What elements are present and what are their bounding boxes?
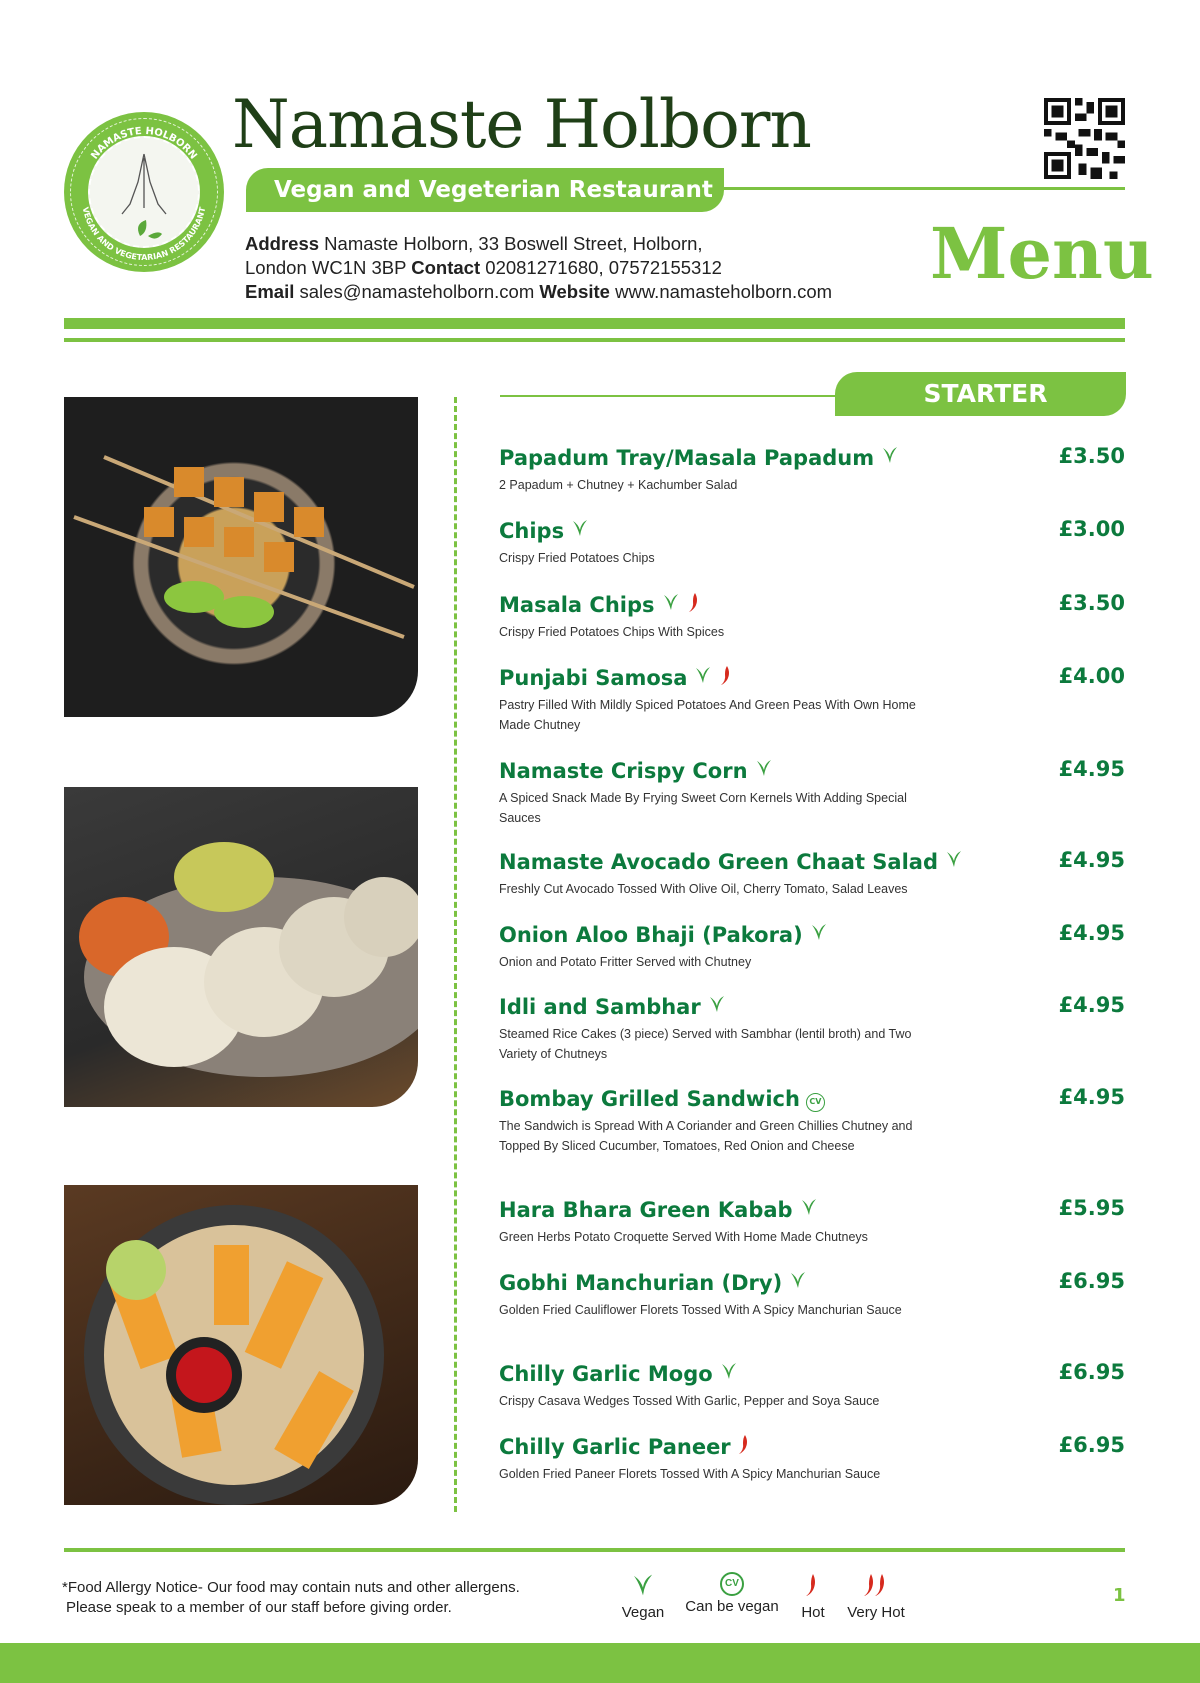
menu-item-price: £4.95 [1058, 1085, 1125, 1109]
divider [64, 1548, 1125, 1552]
email-link[interactable]: sales@namasteholborn.com [299, 281, 535, 302]
menu-item-price: £6.95 [1058, 1360, 1125, 1384]
legend-vegan: Vegan [620, 1572, 666, 1621]
contact-label: Contact [411, 257, 481, 278]
menu-item-name-row [499, 1360, 739, 1387]
logo-text-top: NAMASTE HOLBORN [89, 125, 199, 162]
menu-item-name: Gobhi Manchurian (Dry) [499, 1270, 783, 1295]
menu-item-price: £6.95 [1058, 1269, 1125, 1293]
menu-item [499, 1433, 1125, 1485]
menu-item-name-row [499, 1433, 751, 1460]
menu-item-description: Crispy Casava Wedges Tossed With Garlic, Pepper and Soya Sauce [499, 1394, 880, 1408]
menu-item-name: Onion Aloo Bhaji (Pakora) [499, 922, 803, 947]
email-label: Email [245, 281, 295, 302]
address-label: Address [245, 233, 320, 254]
vegan-leaf-icon [570, 517, 590, 544]
menu-item-name-row [499, 757, 774, 784]
menu-item-price: £4.95 [1058, 921, 1125, 945]
menu-item-name-row [499, 848, 964, 875]
chilli-icon [737, 1433, 751, 1460]
menu-item-name-row [499, 517, 590, 544]
restaurant-name: Namaste Holborn [232, 86, 811, 163]
divider [64, 318, 1125, 329]
chilli-icon [803, 1585, 823, 1602]
paneer-tikka-photo [64, 397, 418, 717]
website-label: Website [539, 281, 610, 302]
vegan-leaf-icon [944, 848, 964, 875]
vegan-leaf-icon [754, 757, 774, 784]
page-number: 1 [1113, 1585, 1126, 1606]
menu-item [499, 921, 1125, 973]
legend-can-be-vegan: CV Can be vegan [682, 1572, 782, 1615]
menu-item-description: The Sandwich is Spread With A Coriander and Green Chillies Chutney and Topped By Sliced Cucumber, Tomatoes, Red Onion and Cheese [499, 1119, 913, 1153]
menu-item [499, 757, 1125, 828]
menu-item-name: Hara Bhara Green Kabab [499, 1197, 793, 1222]
menu-item-description: Freshly Cut Avocado Tossed With Olive Oil, Cherry Tomato, Salad Leaves [499, 882, 908, 896]
vegan-leaf-icon [799, 1196, 819, 1223]
menu-item [499, 444, 1125, 496]
chilly-mogo-photo [64, 1185, 418, 1505]
divider [720, 187, 1125, 190]
divider [64, 338, 1125, 342]
logo-text-bottom: VEGAN AND VEGETARIAN RESTAURANT [80, 206, 208, 263]
vegan-leaf-icon [661, 591, 681, 618]
menu-item-price: £3.50 [1058, 591, 1125, 615]
contact-value[interactable]: 02081271680, 07572155312 [485, 257, 722, 278]
menu-item-name: Chilly Garlic Mogo [499, 1361, 713, 1386]
menu-item-description: Golden Fried Paneer Florets Tossed With A Spicy Manchurian Sauce [499, 1467, 881, 1481]
allergy-notice [62, 1578, 520, 1618]
menu-item [499, 1269, 1125, 1321]
vegan-leaf-icon [707, 993, 727, 1020]
legend-hot: Hot [795, 1572, 831, 1621]
vegan-leaf-icon [788, 1269, 808, 1296]
tagline-banner: Vegan and Vegeterian Restaurant [246, 168, 724, 212]
section-heading-starter: STARTER [835, 372, 1126, 416]
menu-item-name-row [499, 1269, 808, 1296]
menu-item-name: Namaste Crispy Corn [499, 758, 748, 783]
menu-item-description: Green Herbs Potato Croquette Served With Home Made Chutneys [499, 1230, 868, 1244]
allergy-line-1: *Food Allergy Notice- Our food may contain nuts and other allergens. [62, 1579, 520, 1596]
menu-item [499, 848, 1125, 900]
menu-heading: Menu [930, 212, 1154, 295]
menu-item [499, 1360, 1125, 1412]
idli-sambhar-photo [64, 787, 418, 1107]
menu-item [499, 1196, 1125, 1248]
menu-item-price: £5.95 [1058, 1196, 1125, 1220]
menu-item-name: Chips [499, 518, 565, 543]
menu-item-description: Golden Fried Cauliflower Florets Tossed With A Spicy Manchurian Sauce [499, 1303, 902, 1317]
menu-item [499, 664, 1125, 735]
menu-item-description: Crispy Fried Potatoes Chips With Spices [499, 625, 725, 639]
menu-item-description: Pastry Filled With Mildly Spiced Potatoes And Green Peas With Own Home Made Chutney [499, 698, 916, 732]
chilli-icon [687, 591, 701, 618]
can-be-vegan-icon: CV [720, 1572, 744, 1596]
menu-item-price: £4.95 [1058, 757, 1125, 781]
restaurant-logo [64, 112, 224, 272]
menu-item-name: Punjabi Samosa [499, 665, 688, 690]
menu-item-name: Idli and Sambhar [499, 994, 701, 1019]
vegan-leaf-icon [630, 1585, 656, 1602]
address-value: Namaste Holborn, 33 Boswell Street, Holborn, [324, 233, 703, 254]
vegan-leaf-icon [809, 921, 829, 948]
menu-item-name-row [499, 1085, 825, 1112]
footer-band [0, 1643, 1200, 1683]
divider [500, 395, 840, 397]
menu-item-name: Papadum Tray/Masala Papadum [499, 445, 875, 470]
menu-item-description: Crispy Fried Potatoes Chips [499, 551, 655, 565]
menu-item-description: A Spiced Snack Made By Frying Sweet Corn Kernels With Adding Special Sauces [499, 791, 907, 825]
chilli-icon [719, 664, 733, 691]
menu-item-price: £6.95 [1058, 1433, 1125, 1457]
menu-item-name: Namaste Avocado Green Chaat Salad [499, 849, 938, 874]
menu-item-price: £4.95 [1058, 993, 1125, 1017]
contact-info [245, 232, 832, 304]
website-link[interactable]: www.namasteholborn.com [615, 281, 833, 302]
menu-item [499, 1085, 1125, 1156]
menu-item [499, 993, 1125, 1064]
vegan-leaf-icon [719, 1360, 739, 1387]
can-be-vegan-icon: CV [806, 1085, 825, 1112]
menu-item-price: £3.50 [1058, 444, 1125, 468]
namaste-hands-icon [64, 112, 224, 272]
column-divider [454, 397, 457, 1512]
menu-item-name: Masala Chips [499, 592, 655, 617]
vegan-leaf-icon [880, 444, 900, 471]
menu-item [499, 591, 1125, 643]
menu-item-name: Chilly Garlic Paneer [499, 1434, 731, 1459]
address-value-2: London WC1N 3BP [245, 257, 407, 278]
menu-item-price: £3.00 [1058, 517, 1125, 541]
allergy-line-2: Please speak to a member of our staff before giving order. [66, 1599, 452, 1616]
qr-code[interactable] [1044, 98, 1125, 179]
svg-text:VEGAN AND VEGETARIAN RESTAURAN [81, 206, 208, 262]
menu-item-price: £4.95 [1058, 848, 1125, 872]
menu-item-name-row [499, 921, 829, 948]
legend-very-hot: Very Hot [843, 1572, 909, 1621]
menu-item-description: 2 Papadum + Chutney + Kachumber Salad [499, 478, 738, 492]
menu-item-name-row [499, 591, 701, 618]
menu-item-description: Onion and Potato Fritter Served with Chutney [499, 955, 752, 969]
menu-item-name-row [499, 444, 900, 471]
vegan-leaf-icon [693, 664, 713, 691]
menu-item-name-row [499, 1196, 819, 1223]
menu-item-name-row [499, 664, 733, 691]
double-chilli-icon [861, 1585, 891, 1602]
menu-item-name: Bombay Grilled Sandwich [499, 1086, 800, 1111]
menu-item-name-row [499, 993, 727, 1020]
menu-item [499, 517, 1125, 569]
menu-item-price: £4.00 [1058, 664, 1125, 688]
menu-item-description: Steamed Rice Cakes (3 piece) Served with Sambhar (lentil broth) and Two Variety of Chutneys [499, 1027, 912, 1061]
